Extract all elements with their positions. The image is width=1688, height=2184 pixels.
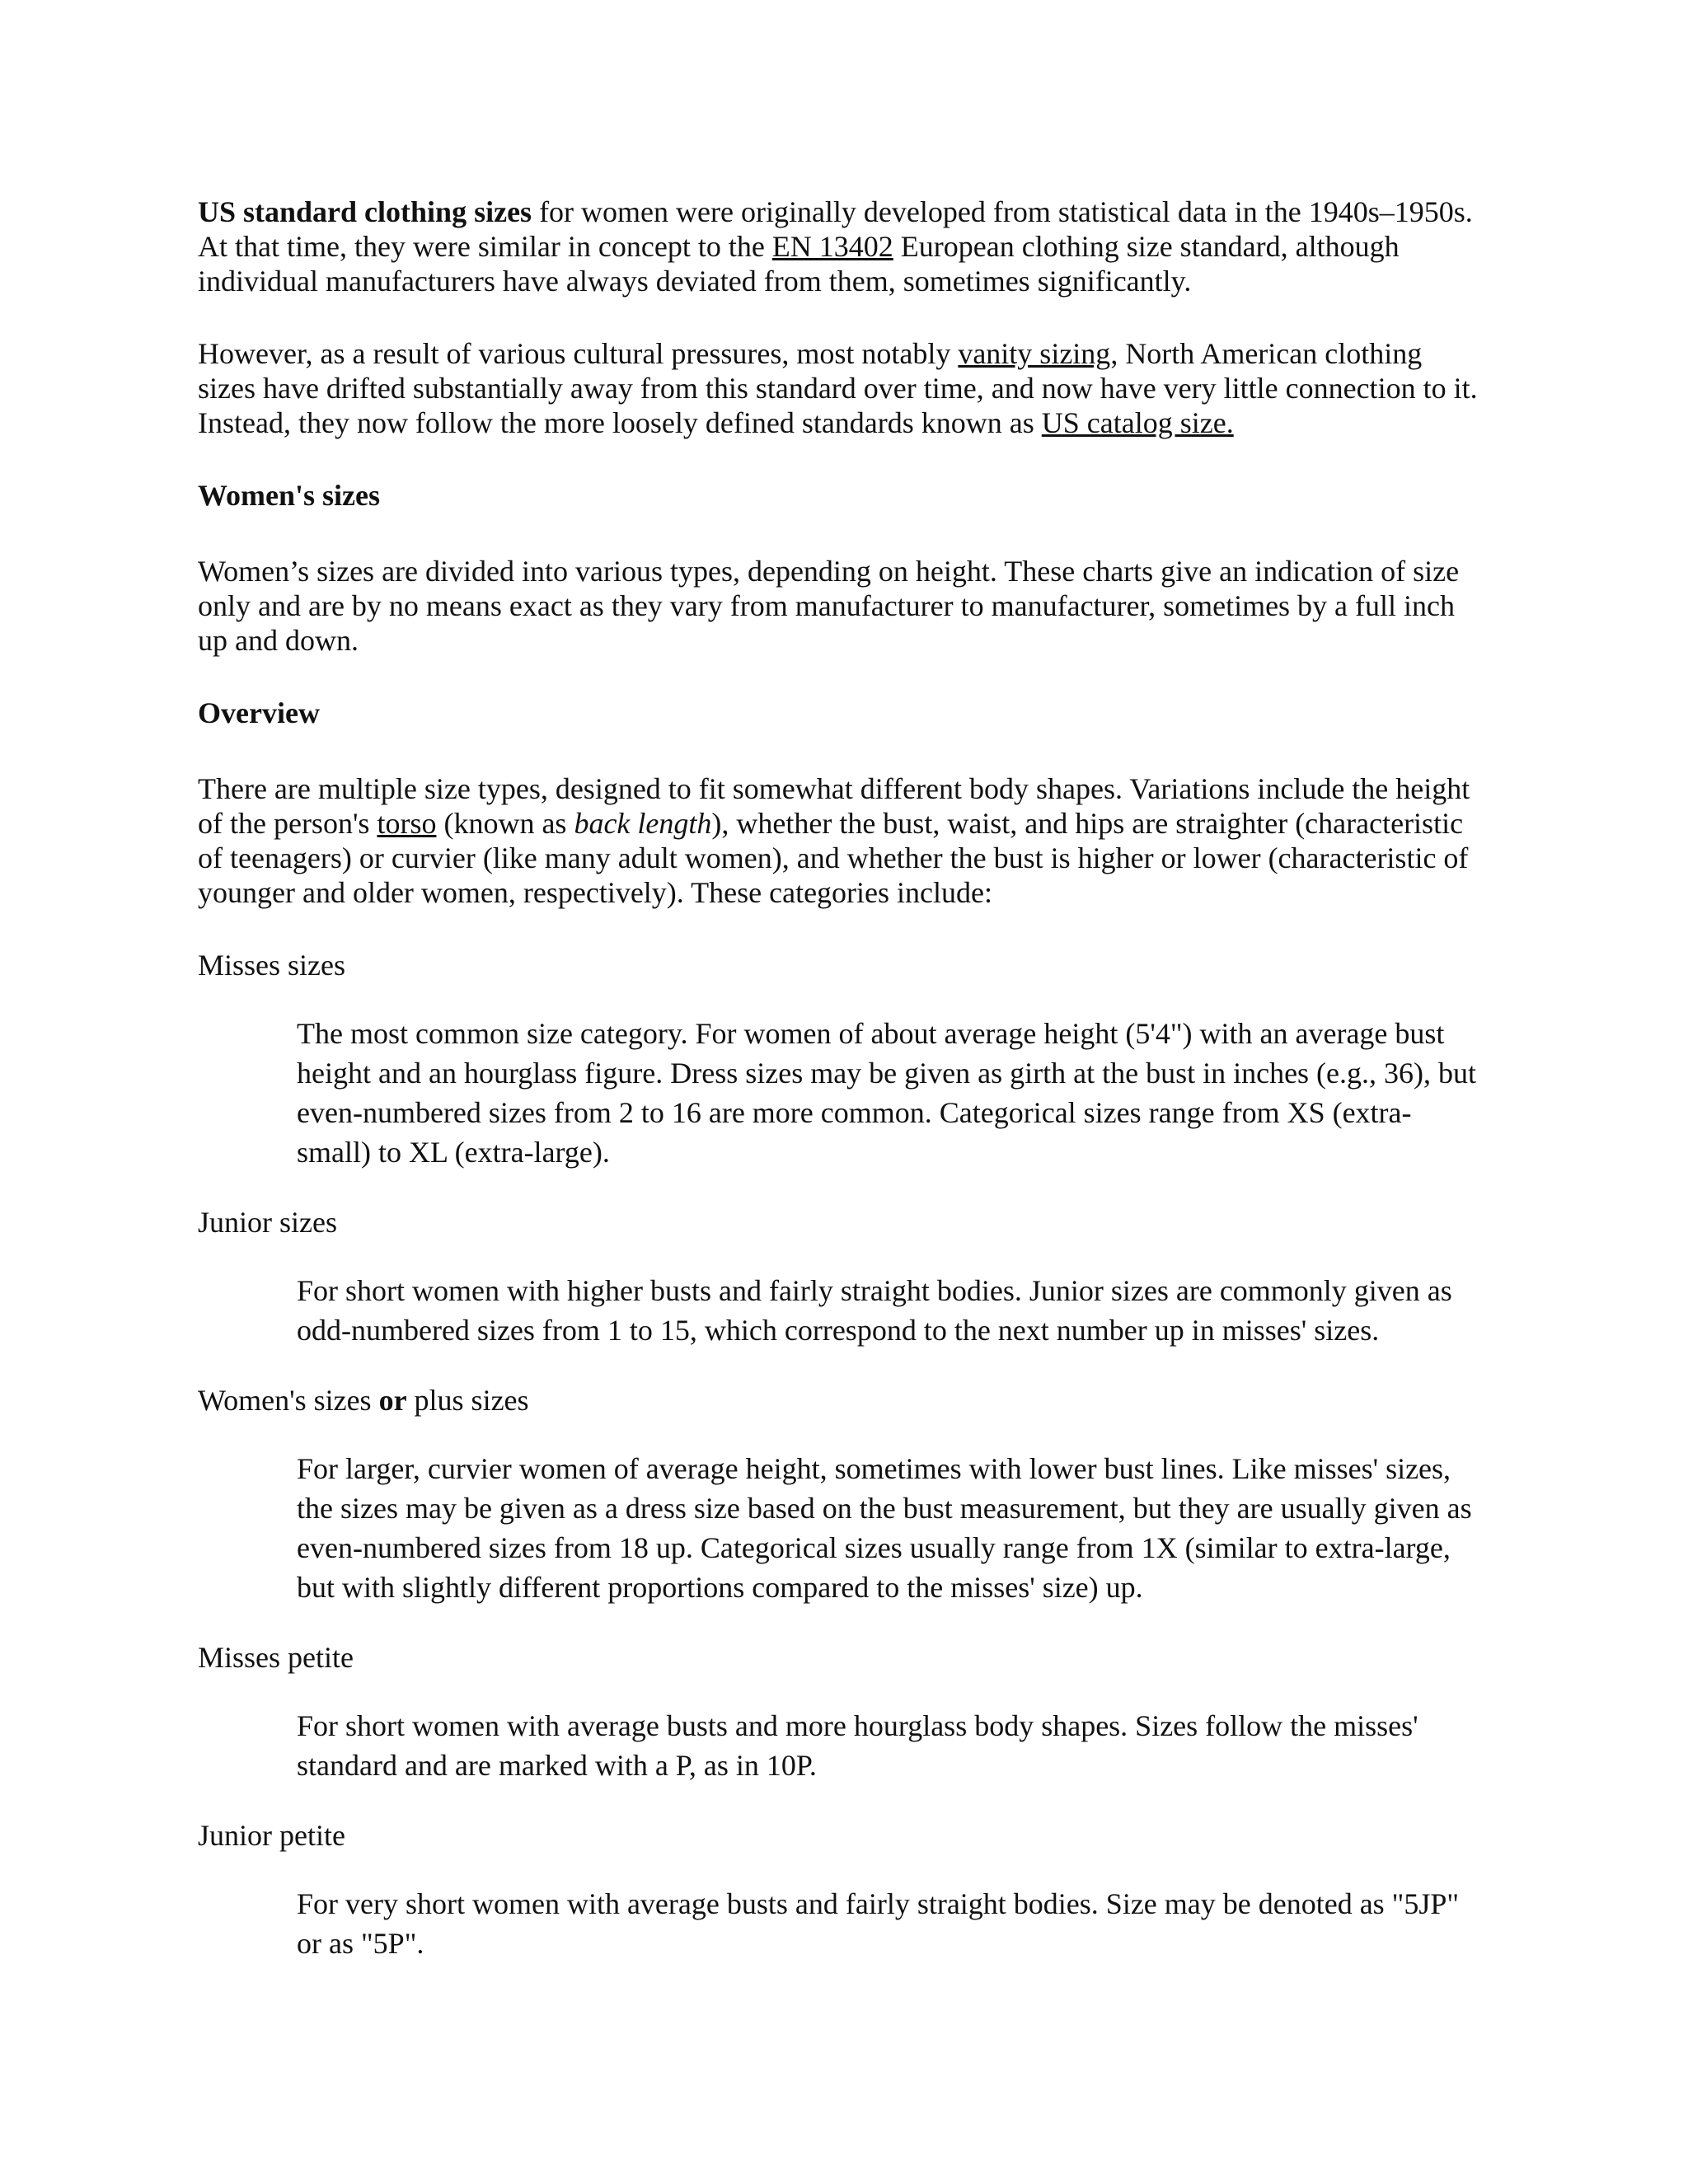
link-us-catalog-size[interactable]: US catalog size. (1041, 406, 1234, 439)
overview-text-3: ), whether the bust, waist, and hips are straighter (characteristic of teenagers) or curvier (like many adult women), and whether the bust is higher or lower (characteristic of younger and older women, respectively). These categories include: (198, 807, 1469, 909)
intro-paragraph (198, 194, 1484, 298)
term-plus-or: or (378, 1384, 407, 1417)
link-vanity-sizing[interactable]: vanity sizing (958, 337, 1111, 370)
def-misses-sizes: The most common size category. For women of about average height (5'4") with an average bust height and an hourglass figure. Dress sizes may be given as girth at the bust in inches (e.g., 36), but even-numbered sizes from 2 to 16 are more common. Categorical sizes range from XS (extra-small) to XL (extra-large). (297, 1017, 1477, 1169)
def-junior-sizes: For short women with higher busts and fairly straight bodies. Junior sizes are commonly given as odd-numbered sizes from 1 to 15, which correspond to the next number up in misses' sizes. (297, 1274, 1452, 1347)
term-plus-part-a: Women's sizes (198, 1384, 379, 1417)
term-misses-petite: Misses petite (198, 1641, 354, 1674)
overview-text-1: There are multiple size types, designed to fit somewhat different body shapes. Variations include the height of the person's (198, 772, 1470, 840)
def-junior-petite: For very short women with average busts and fairly straight bodies. Size may be denoted as "5JP" or as "5P". (297, 1887, 1460, 1960)
overview-paragraph (198, 771, 1484, 910)
intro-text-1: for women were originally developed from statistical data in the 1940s–1950s. At that time, they were similar in concept to the (198, 195, 1473, 263)
womens-sizes-paragraph: Women’s sizes are divided into various types, depending on height. These charts give an indication of size only and are by no means exact as they vary from manufacturer to manufacturer, sometimes by a full inch up and down. (198, 555, 1460, 657)
def-plus-sizes: For larger, curvier women of average height, sometimes with lower bust lines. Like misses' sizes, the sizes may be given as a dress size based on the bust measurement, but they are usually given as even-numbered sizes from 18 up. Categorical sizes usually range from 1X (similar to extra-large, but with slightly different proportions compared to the misses' size) up. (297, 1452, 1472, 1604)
drift-text-2: , North American clothing sizes have drifted substantially away from this standard over time, and now have very little connection to it. Instead, they now follow the more loosely defined standards known as (198, 337, 1478, 439)
link-en-13402[interactable]: EN 13402 (771, 230, 893, 263)
document-page (198, 194, 1484, 1996)
term-plus-sizes (198, 1383, 1484, 1418)
term-junior-petite: Junior petite (198, 1819, 345, 1852)
overview-italic-back-length: back length (574, 807, 712, 840)
overview-text-2: (known as (436, 807, 574, 840)
term-plus-part-b: plus sizes (406, 1384, 529, 1417)
overview-heading: Overview (198, 696, 320, 729)
def-misses-petite: For short women with average busts and more hourglass body shapes. Sizes follow the misses' standard and are marked with a P, as in 10P. (297, 1709, 1418, 1782)
link-torso[interactable]: torso (377, 807, 437, 840)
drift-text-1: However, as a result of various cultural pressures, most notably (198, 337, 959, 370)
drift-paragraph (198, 336, 1484, 440)
womens-sizes-heading: Women's sizes (198, 479, 380, 512)
term-misses-sizes: Misses sizes (198, 949, 345, 982)
intro-lead-bold: US standard clothing sizes (198, 195, 532, 228)
intro-text-2: European clothing size standard, although individual manufacturers have always deviated from them, sometimes significantly. (198, 230, 1400, 298)
term-junior-sizes: Junior sizes (198, 1206, 337, 1239)
